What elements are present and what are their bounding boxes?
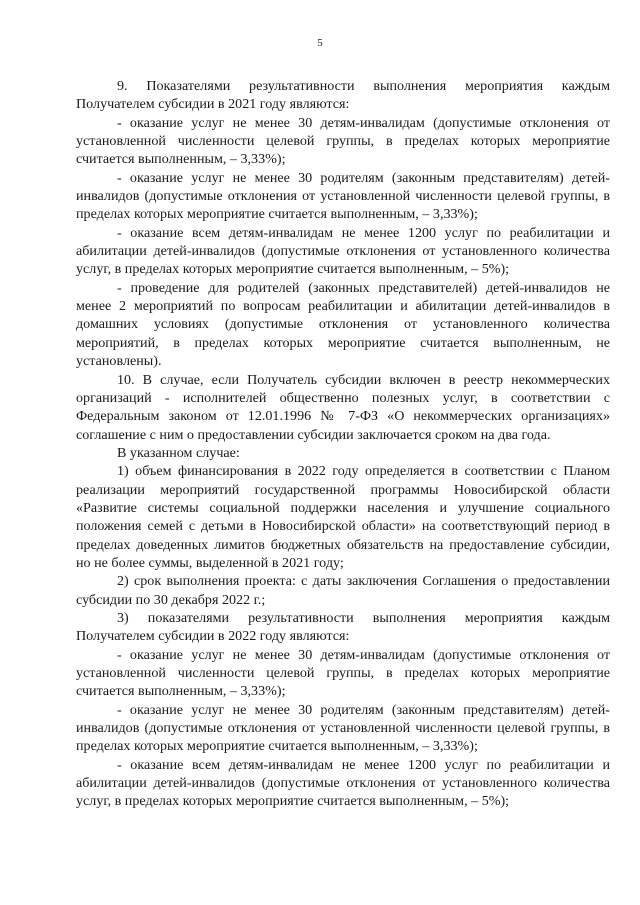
paragraph-item: - проведение для родителей (законных представителей) детей-инвалидов не менее 2 мероприятий по вопросам реабилитации и абилитации детей-инвалидов в домашних условиях (допустимые отклонения от установленного количества мероприятий, в пределах которых мероприятие считается выполненным, не установлены). [76, 279, 610, 370]
paragraph-item: - оказание услуг не менее 30 родителям (законным представителям) детей-инвалидов (допустимые отклонения от установленной численности целевой группы, в пределах которых мероприятие считается выполненным, – 3,33%); [76, 701, 610, 755]
page-number: 5 [317, 37, 323, 49]
paragraph-sub-1: 1) объем финансирования в 2022 году определяется в соответствии с Планом реализации мероприятий государственной программы Новосибирской области «Развитие системы социальной поддержки населения и улучшение социального положения семей с детьми в Новосибирской области» на соответствующий период в пределах доведенных лимитов бюджетных обязательств на предоставление субсидии, но не более суммы, выделенной в 2021 году; [76, 463, 610, 571]
paragraph-item: - оказание услуг не менее 30 родителям (законным представителям) детей-инвалидов (допустимые отклонения от установленной численности целевой группы, в пределах которых мероприятие считается выполненным, – 3,33%); [76, 169, 610, 223]
paragraph-sub-2: 2) срок выполнения проекта: с даты заключения Соглашения о предоставлении субсидии по 30 декабря 2022 г.; [76, 573, 610, 608]
paragraph-case: В указанном случае: [117, 444, 240, 461]
paragraph-item: - оказание услуг не менее 30 детям-инвалидам (допустимые отклонения от установленной численности целевой группы, в пределах которых мероприятие считается выполненным, – 3,33%); [76, 114, 610, 168]
paragraph-item: - оказание услуг не менее 30 детям-инвалидам (допустимые отклонения от установленной численности целевой группы, в пределах которых мероприятие считается выполненным, – 3,33%); [76, 646, 610, 700]
paragraph-9: 9. Показателями результативности выполнения мероприятия каждым Получателем субсидии в 2021 году являются: [76, 78, 610, 113]
paragraph-sub-3: 3) показателями результативности выполнения мероприятия каждым Получателем субсидии в 2022 году являются: [76, 609, 610, 645]
paragraph-item: - оказание всем детям-инвалидам не менее 1200 услуг по реабилитации и абилитации детей-инвалидов (допустимые отклонения от установленного количества услуг, в пределах которых мероприятие считается выполненным, – 5%); [76, 756, 610, 810]
document-body [76, 77, 610, 811]
paragraph-item: - оказание всем детям-инвалидам не менее 1200 услуг по реабилитации и абилитации детей-инвалидов (допустимые отклонения от установленного количества услуг, в пределах которых мероприятие считается выполненным, – 5%); [76, 224, 610, 278]
paragraph-10: 10. В случае, если Получатель субсидии включен в реестр некоммерческих организаций - исполнителей общественно полезных услуг, в соответствии с Федеральным законом от 12.01.1996 № 7-ФЗ «О некоммерческих организациях» соглашение с ним о предоставлении субсидии заключается сроком на два года. [76, 371, 610, 443]
